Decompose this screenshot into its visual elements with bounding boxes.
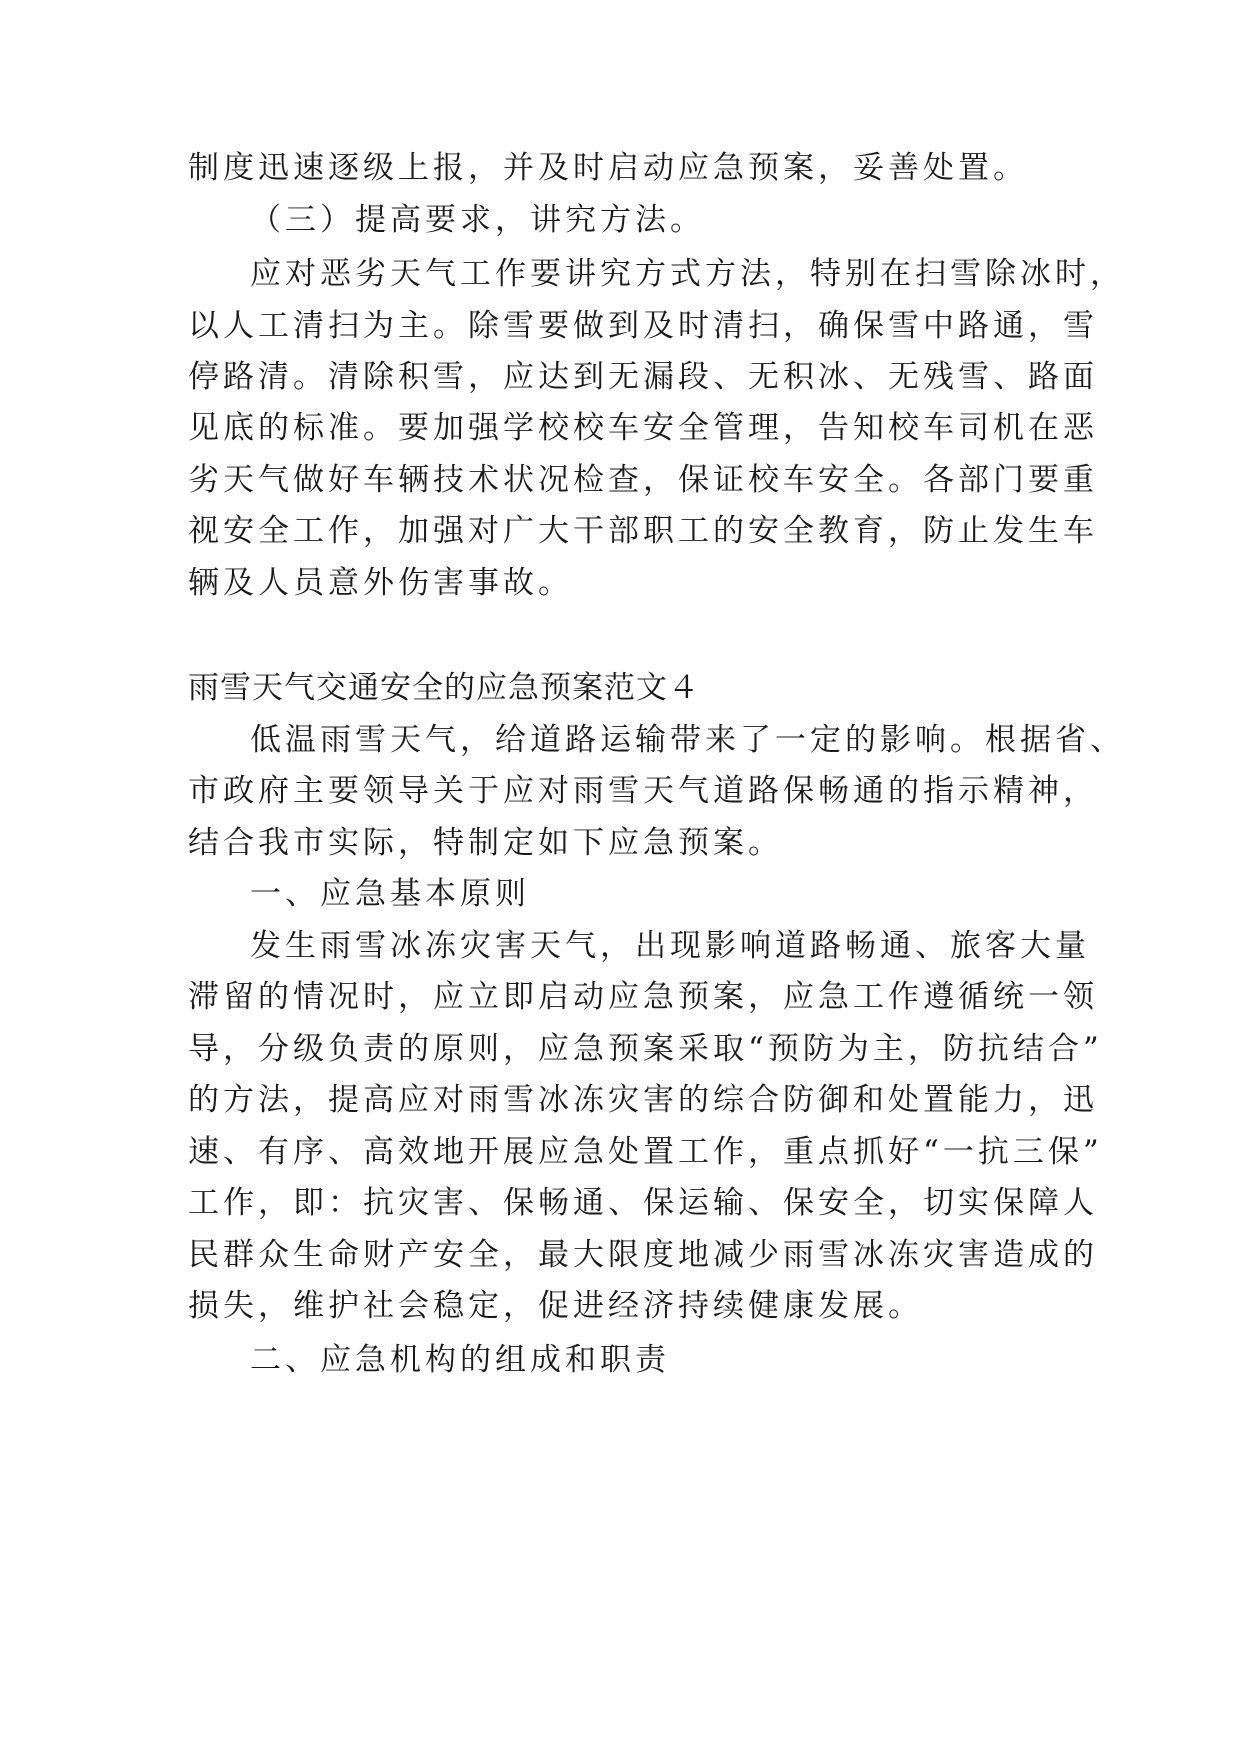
paragraph-line: 停路清。清除积雪，应达到无漏段、无积冰、无残雪、路面 [188,359,1098,395]
section-heading: 二、应急机构的组成和职责 [250,1342,670,1378]
paragraph-line: 见底的标准。要加强学校校车安全管理，告知校车司机在恶 [188,410,1098,446]
paragraph-line: 视安全工作，加强对广大干部职工的安全教育，防止发生车 [188,513,1098,549]
paragraph-line: 的方法，提高应对雨雪冰冻灾害的综合防御和处置能力，迅 [188,1082,1098,1118]
paragraph-line: 市政府主要领导关于应对雨雪天气道路保畅通的指示精神， [188,773,1098,809]
paragraph-line: 导，分级负责的原则，应急预案采取“预防为主，防抗结合” [188,1031,1103,1067]
paragraph-line: 民群众生命财产安全，最大限度地减少雨雪冰冻灾害造成的 [188,1237,1098,1273]
paragraph-line: 应对恶劣天气工作要讲究方式方法，特别在扫雪除冰时， [250,256,1125,292]
paragraph-line: 制度迅速逐级上报，并及时启动应急预案，妥善处置。 [188,150,1028,186]
paragraph-line: 速、有序、高效地开展应急处置工作，重点抓好“一抗三保” [188,1134,1103,1170]
paragraph-line: 低温雨雪天气，给道路运输带来了一定的影响。根据省、 [250,722,1125,758]
section-heading: 一、应急基本原则 [250,876,530,912]
paragraph-line: 劣天气做好车辆技术状况检查，保证校车安全。各部门要重 [188,462,1098,498]
paragraph-line: 发生雨雪冰冻灾害天气，出现影响道路畅通、旅客大量 [250,928,1090,964]
paragraph-line: 结合我市实际，特制定如下应急预案。 [188,825,783,861]
paragraph-line: 损失，维护社会稳定，促进经济持续健康发展。 [188,1288,923,1324]
paragraph-line: 滞留的情况时，应立即启动应急预案，应急工作遵循统一领 [188,979,1098,1015]
paragraph-line: 辆及人员意外伤害事故。 [188,565,573,601]
paragraph-line: 以人工清扫为主。除雪要做到及时清扫，确保雪中路通，雪 [188,308,1098,344]
paragraph-line: 工作，即：抗灾害、保畅通、保运输、保安全，切实保障人 [188,1185,1098,1221]
section-heading: （三）提高要求，讲究方法。 [250,202,705,238]
article-title: 雨雪天气交通安全的应急预案范文４ [188,670,700,706]
